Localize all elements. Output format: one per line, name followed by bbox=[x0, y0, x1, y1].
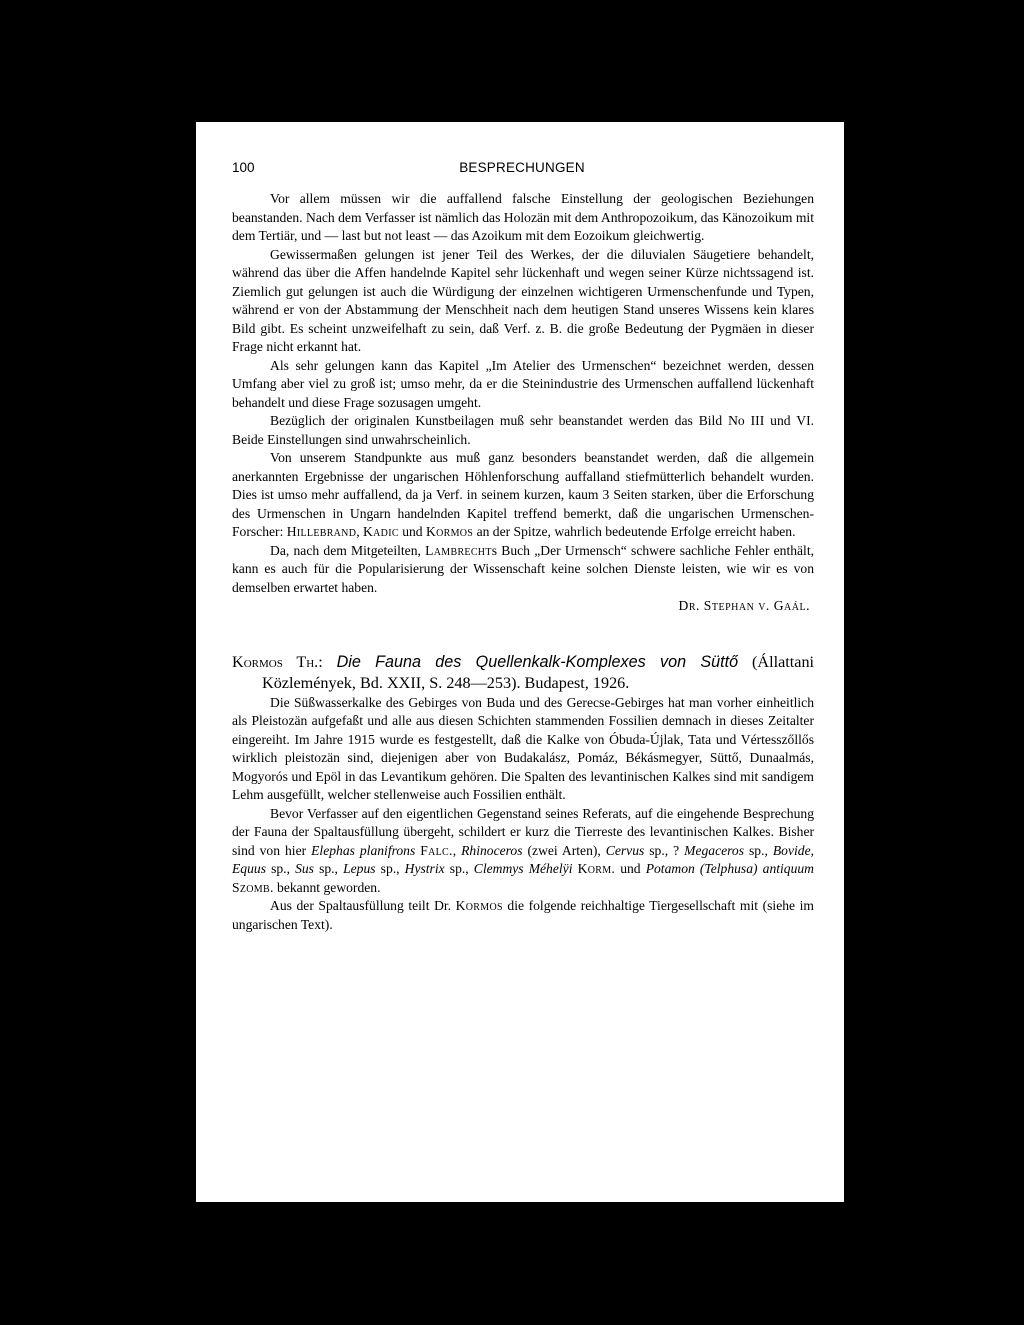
review-signature: Dr. Stephan v. Gaál. bbox=[678, 598, 810, 613]
text-run: die folgende reichhaltige Tiergesellschaft mit (siehe im ungarischen Text). bbox=[232, 898, 814, 932]
page-number: 100 bbox=[232, 160, 255, 175]
text-run: sp., bbox=[265, 861, 296, 876]
text-run: , bbox=[356, 524, 364, 539]
taxon-author: Szomb. bbox=[232, 879, 274, 895]
text-run: Da, nach dem Mitgeteilten, bbox=[270, 542, 426, 558]
review2-paragraph-1: Die Süßwasserkalke des Gebirges von Buda und des Gerecse-Gebirges hat man vorher einheitlich als Pleistozän aufgefaßt und alle aus diesen Schichten stammenden Fossilien demnach in dieses Zeitalter eingereiht. Im Jahre 1915 wurde es festgestellt, daß die Kalke von Óbuda-Újlak, Tata und Vértesszőllős wirklich pleistozän sind, diejenigen aber von Budakalász, Pomáz, Békásmegyer, Süttő, Dunaalmás, Mogyorós und Epöl in das Levantikum gehören. Die Spalten des levantinischen Kalkes sind mit sandigem Lehm ausgefüllt, welcher stellenweise auch Fossilien enthält. bbox=[232, 694, 814, 802]
text-run: (zwei Arten), bbox=[522, 842, 606, 858]
review1-paragraph-6 bbox=[232, 542, 814, 598]
text-run: Aus der Spaltausfüllung teilt Dr. bbox=[270, 898, 456, 913]
species-name: Elephas planifrons bbox=[311, 842, 416, 858]
review1-paragraph-3: Als sehr gelungen kann das Kapitel „Im Atelier des Urmenschen“ bezeichnet werden, dessen Umfang aber viel zu groß ist; umso mehr, da er die Steinindustrie des Urmenschen auffallend lückenhaft behandelt und diese Frage sozusagen umgeht. bbox=[232, 357, 814, 410]
species-name: Rhinoceros bbox=[461, 842, 523, 858]
species-name: Sus bbox=[295, 861, 314, 876]
review2-citation: (Állattani Közlemények, Bd. XXII, S. 248—253). Budapest, 1926. bbox=[262, 652, 815, 692]
person-name: Kadic bbox=[363, 524, 399, 539]
text-run: , bbox=[452, 842, 462, 858]
species-name: Potamon (Telphusa) antiquum bbox=[645, 861, 815, 876]
taxon-author: Falc. bbox=[420, 842, 453, 858]
person-name: Hillebrand bbox=[286, 524, 357, 539]
taxon-author: Korm. bbox=[577, 861, 616, 876]
person-name: Kormos bbox=[455, 898, 503, 913]
text-run: und bbox=[398, 524, 426, 539]
review2-paragraph-2 bbox=[232, 805, 814, 898]
species-name: Cervus bbox=[605, 842, 645, 858]
species-name: Clemmys Méhelÿi bbox=[473, 861, 573, 876]
text-run: und bbox=[615, 861, 646, 876]
text-run: Bevor Verfasser auf den eigentlichen Gegenstand seines Referats, auf die eingehende Besprechung der Fauna der Spaltausfüllung übergeht, schildert er kurz die Tierreste des levantinischen Kalkes. Bisher sind von hier bbox=[232, 805, 814, 858]
species-name: Bovide, Equus bbox=[232, 842, 814, 876]
review1-paragraph-2: Gewissermaßen gelungen ist jener Teil des Werkes, der die diluvialen Säugetiere behandelt, während das über die Affen handelnde Kapitel sehr lückenhaft und wegen seiner Kürze nichtssagend ist. Ziemlich gut gelungen ist auch die Würdigung der einzelnen wichtigeren Urmenschenfunde und Typen, während er von der Abstammung der Menschheit nach dem heutigen Stand unseres Wissens kein klares Bild gibt. Es scheint unzweifelhaft zu sein, daß Verf. z. B. die große Bedeutung der Pygmäen in dieser Frage nicht erkannt hat. bbox=[232, 246, 814, 354]
species-name: Hystrix bbox=[404, 861, 445, 876]
species-name: Megaceros bbox=[684, 842, 745, 858]
running-head: BESPRECHUNGEN bbox=[459, 160, 585, 175]
text-run: sp., bbox=[444, 861, 474, 876]
text-run: sp., ? bbox=[644, 842, 685, 858]
review2-paragraph-3 bbox=[232, 897, 814, 934]
text-run: sp., bbox=[744, 842, 773, 858]
review1-paragraph-4: Bezüglich der originalen Kunstbeilagen muß sehr beanstandet werden das Bild No III und VI. Beide Einstellungen sind unwahrscheinlich. bbox=[232, 413, 814, 447]
person-name: Kormos bbox=[425, 524, 474, 539]
text-run: Von unserem Standpunkte aus muß ganz besonders beanstandet werden, daß die allgemein anerkannten Ergebnisse der ungarischen Höhlenforschung auffalland stiefmütterlich behandelt wurden. Dies ist umso mehr auffallend, da ja Verf. in seinem kurzen, kaum 3 Seiten starken, über die Erforschung des Urmenschen in Ungarn handelnden Kapitel treffend bemerkt, daß die ungarischen Urmenschen-Forscher: bbox=[232, 450, 814, 539]
review2-heading bbox=[232, 652, 814, 694]
text-run: sp., bbox=[313, 861, 344, 876]
review2-author: Kormos Th.: bbox=[232, 652, 323, 671]
review2-work-title: Die Fauna des Quellenkalk-Komplexes von Süttő bbox=[336, 652, 739, 671]
text-run: an der Spitze, wahrlich bedeutende Erfolge erreicht haben. bbox=[473, 524, 796, 539]
text-run: bekannt geworden. bbox=[273, 879, 381, 895]
text-run: s Buch „Der Urmensch“ schwere sachliche Fehler enthält, kann es auch für die Popularisierung der Wissenschaft keine solchen Dienste leisten, wie wir es von demselben erwartet haben. bbox=[232, 542, 814, 595]
page-header bbox=[232, 160, 812, 176]
text-run: sp., bbox=[375, 861, 405, 876]
review1-paragraph-5 bbox=[232, 449, 814, 542]
review1-paragraph-1: Vor allem müssen wir die auffallend falsche Einstellung der geologischen Beziehungen beanstanden. Nach dem Verfasser ist nämlich das Holozän mit dem Anthropozoikum, das Känozoikum mit dem Tertiär, und — last but not least — das Azoikum mit dem Eozoikum gleichwertig. bbox=[232, 191, 814, 243]
species-name: Lepus bbox=[343, 861, 376, 876]
person-name: Lambrecht bbox=[425, 542, 492, 558]
text-column bbox=[232, 190, 814, 934]
